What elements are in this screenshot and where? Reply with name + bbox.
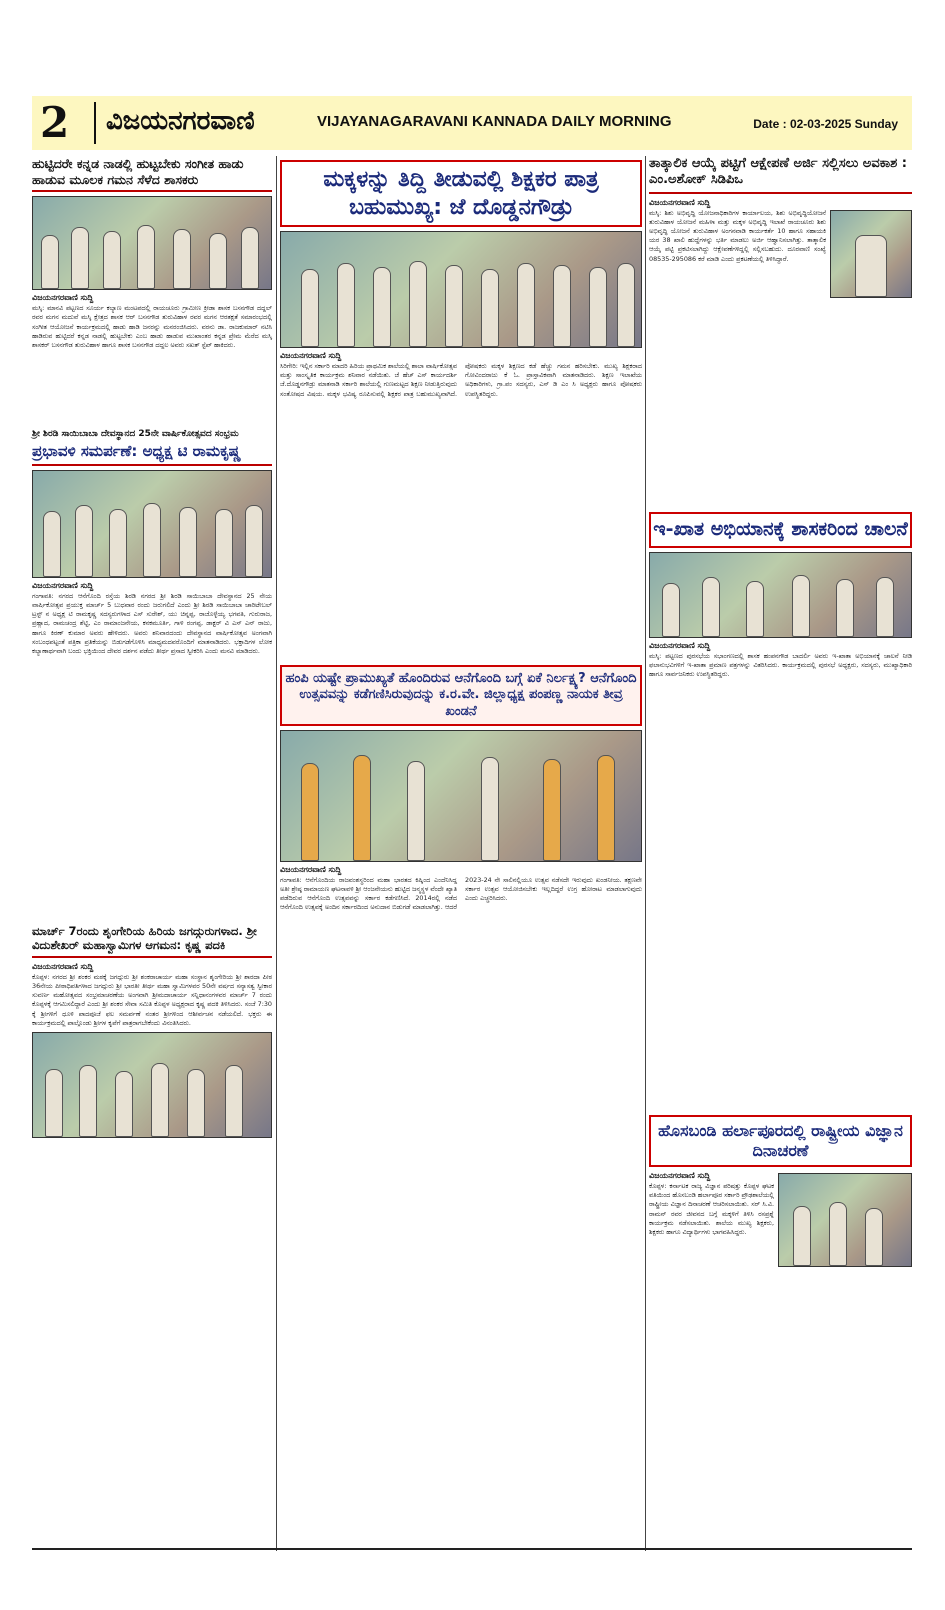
article-photo [649, 552, 912, 638]
article-body: ಕೊಪ್ಪಳ: ಕರ್ನಾಟಕ ರಾಜ್ಯ ವಿಜ್ಞಾನ ಪರಿಷತ್ತು ಕೊಪ್ಪಳ ಘಟಕ ವತಿಯಿಂದ ಹೊಸಬಂಡಿ ಹರ್ಲಾಪೂರ ಸರ್ಕಾರಿ ಪ್ರೌಢಶಾಲೆಯಲ್ಲಿ ರಾಷ್ಟ್ರೀಯ ವಿಜ್ಞಾನ ದಿನಾಚರಣೆ ಆಚರಿಸಲಾಯಿತು. ಸರ್ ಸಿ.ವಿ. ರಾಮನ್ ರವರ ಜೀವನದ ಬಗ್ಗೆ ಮಕ್ಕಳಿಗೆ ತಿಳಿಸಿ ರಸಪ್ರಶ್ನೆ ಕಾರ್ಯಕ್ರಮ ನಡೆಸಲಾಯಿತು. ಶಾಲೆಯ ಮುಖ್ಯ ಶಿಕ್ಷಕರು, ಶಿಕ್ಷಕರು ಹಾಗೂ ವಿದ್ಯಾರ್ಥಿಗಳು ಭಾಗವಹಿಸಿದ್ದರು. [649, 1182, 774, 1237]
article-photo [32, 1032, 272, 1138]
article-byline: ವಿಜಯನಗರವಾಣಿ ಸುದ್ದಿ [649, 640, 711, 650]
article [32, 156, 272, 354]
masthead-divider [94, 102, 96, 144]
article [280, 661, 642, 917]
newspaper-page [32, 96, 912, 1556]
article [649, 508, 912, 683]
article-byline: ವಿಜಯನಗರವಾಣಿ ಸುದ್ದಿ [649, 1171, 711, 1180]
masthead-title-kannada: ವಿಜಯನಗರವಾಣಿ [106, 106, 255, 136]
article [649, 156, 912, 300]
article-headline: ಹೊಸಬಂಡಿ ಹರ್ಲಾಪೂರದಲ್ಲಿ ರಾಷ್ಟ್ರೀಯ ವಿಜ್ಞಾನ ದಿನಾಚರಣೆ [649, 1115, 912, 1167]
article [649, 1111, 912, 1269]
article-body: ಗಂಗಾವತಿ: ಆನೆಗೊಂದಿಯ ರಾಜವಂಶಸ್ಥರಿಂದ ಮಹಾ ಭಾರತದ ಕಿಷ್ಕಿಂದ ಎಂದೆನಿಸಿದ್ದ ಅತೀ ಶ್ರೇಷ್ಠ ರಾಮಾಯಣ ಘಟನಾವಳಿ ಶ್ರೀ ಆಂಜನೇಯನು ಹುಟ್ಟಿದ ಜನ್ಮಸ್ಥಳ ವೆಂದೇ ಖ್ಯಾತಿ ಪಡೆದಿರುವ ಆನೆಗೊಂದಿ ಉತ್ಸವವನ್ನು ಸರ್ಕಾರ ಕಡೆಗಣಿಸಿದೆ. 2014ರಲ್ಲಿ ನಡೆದ ಆನೆಗೊಂದಿ ಉತ್ಸವಕ್ಕೆ ಅಂದಿನ ಸರ್ಕಾರದಿಂದ ಅನುದಾನ ಬಿಡುಗಡೆ ಮಾಡಲಾಗಿತ್ತು. ಆದರೆ 2023-24 ನೇ ಸಾಲಿನಲ್ಲಿಯೂ ಉತ್ಸವ ನಡೆಸದೇ ಇರುವುದು ಖಂಡನೀಯ. ತಕ್ಷಣವೇ ಸರ್ಕಾರ ಉತ್ಸವ ಆಯೋಜಿಸಬೇಕು ಇಲ್ಲದಿದ್ದರೆ ಉಗ್ರ ಹೋರಾಟ ಮಾಡಲಾಗುವುದು ಎಂದು ಎಚ್ಚರಿಸಿದರು. [280, 875, 642, 912]
article-headline: ಹಂಪಿ ಯಷ್ಟೇ ಪ್ರಾಮುಖ್ಯತೆ ಹೊಂದಿರುವ ಆನೆಗೊಂದಿ ಬಗ್ಗೆ ಏಕೆ ನಿರ್ಲಕ್ಷ್ಯ? ಆನೆಗೊಂದಿ ಉತ್ಸವವನ್ನು ಕಡೆಗಣಿಸಿರುವುದನ್ನು ಕ.ರ.ವೇ. ಜಿಲ್ಲಾಧ್ಯಕ್ಷ ಪಂಪಣ್ಣ ನಾಯಕ ತೀವ್ರ ಖಂಡನೆ [280, 665, 642, 726]
article-body: ಸಿರಿಗೇರಿ: ಇಲ್ಲಿನ ಸರ್ಕಾರಿ ಮಾದರಿ ಹಿರಿಯ ಪ್ರಾಥಮಿಕ ಶಾಲೆಯಲ್ಲಿ ಶಾಲಾ ವಾರ್ಷಿಕೋತ್ಸವ ಮತ್ತು ಸಾಂಸ್ಕೃತಿಕ ಕಾರ್ಯಕ್ರಮ ಶನಿವಾರ ನಡೆಯಿತು. ಜೆ ಹೆಚ್ ಎಸ್ ಕಾರ್ಯದರ್ಶಿ ಜೆ.ದೊಡ್ಡನಗೌಡ್ರು ಮಾತನಾಡಿ ಸರ್ಕಾರಿ ಶಾಲೆಯಲ್ಲಿ ಗುಣಮಟ್ಟದ ಶಿಕ್ಷಣ ನೀಡುತ್ತಿರುವುದು ಸಂತೋಷದ ವಿಷಯ. ಮಕ್ಕಳ ಭವಿಷ್ಯ ರೂಪಿಸುವಲ್ಲಿ ಶಿಕ್ಷಕರ ಪಾತ್ರ ಬಹುಮುಖ್ಯವಾಗಿದೆ. ಪೋಷಕರು ಮಕ್ಕಳ ಶಿಕ್ಷಣದ ಕಡೆ ಹೆಚ್ಚು ಗಮನ ಹರಿಸಬೇಕು. ಮುಖ್ಯ ಶಿಕ್ಷಕರಾದ ಗೋವಿಂದರಾಜು ಕೆ ಓ. ಪ್ರಾಸ್ತಾವಿಕವಾಗಿ ಮಾತನಾಡಿದರು. ಶಿಕ್ಷಣ ಇಲಾಖೆಯ ಅಧಿಕಾರಿಗಳು, ಗ್ರಾ.ಪಂ ಸದಸ್ಯರು, ಎಸ್ ಡಿ ಎಂ ಸಿ ಅಧ್ಯಕ್ಷರು ಹಾಗೂ ಪೋಷಕರು ಉಪಸ್ಥಿತರಿದ್ದರು. [280, 362, 642, 398]
article-body: ಮಸ್ಕಿ: ಶಿಶು ಅಭಿವೃದ್ಧಿ ಯೋಜನಾಧಿಕಾರಿಗಳ ಕಾರ್ಯಾಲಯ, ಶಿಶು ಅಭಿವೃದ್ಧಿಯೋಜನೆ ತುರುವಿಹಾಳ ಯೋಜನೆ ಮಹಿಳಾ ಮತ್ತು ಮಕ್ಕಳ ಅಭಿವೃದ್ಧಿ ಇಲಾಖೆ ರಾಯಚೂರು ಶಿಶು ಅಭಿವೃದ್ಧಿ ಯೋಜನೆ ತುರುವಿಹಾಳ ಅಂಗನವಾಡಿ ಕಾರ್ಯಕರ್ತೆ 10 ಹಾಗೂ ಸಹಾಯಕಿ ಯರ 38 ಖಾಲಿ ಹುದ್ದೆಗಳನ್ನು ಭರ್ತಿ ಮಾಡಲು ಅರ್ಜಿ ಆಹ್ವಾನಿಸಲಾಗಿತ್ತು. ತಾತ್ಕಾಲಿಕ ಆಯ್ಕೆ ಪಟ್ಟಿ ಪ್ರಕಟಿಸಲಾಗಿದ್ದು ಆಕ್ಷೇಪಣೆಗಳಿದ್ದಲ್ಲಿ ಸಲ್ಲಿಸಬಹುದು. ದೂರವಾಣಿ ಸಂಖ್ಯೆ 08535-295086 ಕರೆ ಮಾಡಿ ಎಂದು ಪ್ರಕಟಣೆಯಲ್ಲಿ ತಿಳಿಸಿದ್ದಾರೆ. [649, 208, 826, 263]
article-byline: ವಿಜಯನಗರವಾಣಿ ಸುದ್ದಿ [32, 961, 94, 971]
portrait-photo [830, 210, 912, 298]
article-body: ಮಸ್ಕಿ: ಪಟ್ಟಣದ ಪುರಸಭೆಯ ಸಭಾಂಗಣದಲ್ಲಿ ಶಾಸಕ ಹಂಪನಗೌಡ ಬಾದರ್ಲಿ ಅವರು ಇ-ಖಾತಾ ಅಭಿಯಾನಕ್ಕೆ ಚಾಲನೆ ನೀಡಿ ಫಲಾನುಭವಿಗಳಿಗೆ ಇ-ಖಾತಾ ಪ್ರಮಾಣ ಪತ್ರಗಳನ್ನು ವಿತರಿಸಿದರು. ಕಾರ್ಯಕ್ರಮದಲ್ಲಿ ಪುರಸಭೆ ಅಧ್ಯಕ್ಷರು, ಸದಸ್ಯರು, ಮುಖ್ಯಾಧಿಕಾರಿ ಹಾಗೂ ಸಾರ್ವಜನಿಕರು ಉಪಸ್ಥಿತರಿದ್ದರು. [649, 651, 912, 679]
article-byline: ವಿಜಯನಗರವಾಣಿ ಸುದ್ದಿ [649, 197, 711, 207]
article [280, 156, 642, 403]
masthead-date: Date : 02-03-2025 Sunday [753, 117, 898, 131]
article-headline: ತಾತ್ಕಾಲಿಕ ಆಯ್ಕೆ ಪಟ್ಟಿಗೆ ಆಕ್ಷೇಪಣೆ ಅರ್ಜಿ ಸಲ್ಲಿಸಲು ಅವಕಾಶ : ಎಂ.ಅಶೋಕ್ ಸಿಡಿಪಿಒ [649, 156, 912, 194]
article-headline: ಹುಟ್ಟಿದರೇ ಕನ್ನಡ ನಾಡಲ್ಲಿ ಹುಟ್ಟಬೇಕು ಸಂಗೀತ ಹಾಡು ಹಾಡುವ ಮೂಲಕ ಗಮನ ಸೆಳೆದ ಶಾಸಕರು [32, 156, 272, 192]
article-byline: ವಿಜಯನಗರವಾಣಿ ಸುದ್ದಿ [280, 864, 342, 874]
article [32, 426, 272, 660]
article-headline: ಇ-ಖಾತ ಅಭಿಯಾನಕ್ಕೆ ಶಾಸಕರಿಂದ ಚಾಲನೆ [649, 512, 912, 548]
article-kicker: ಶ್ರೀ ಶಿರಡಿ ಸಾಯಿಬಾಬಾ ದೇವಸ್ಥಾನದ 25ನೇ ವಾರ್ಷಿಕೋತ್ಸವದ ಸಂಭ್ರಮ [32, 429, 239, 439]
article-photo [778, 1173, 912, 1267]
page-number: 2 [40, 98, 70, 147]
article-headline: ಮಕ್ಕಳನ್ನು ತಿದ್ದಿ ತೀಡುವಲ್ಲಿ ಶಿಕ್ಷಕರ ಪಾತ್ರ ಬಹುಮುಖ್ಯ: ಜೆ ದೊಡ್ಡನಗೌಡ್ರು [280, 160, 642, 227]
article-byline: ವಿಜಯನಗರವಾಣಿ ಸುದ್ದಿ [32, 293, 94, 303]
article-body: ಗಂಗಾವತಿ: ನಗರದ ಆನೆಗೊಂದಿ ರಸ್ತೆಯ ಶಿರಡಿ ನಗರದ ಶ್ರೀ ಶಿರಡಿ ಸಾಯಿಬಾಬಾ ದೇವಸ್ಥಾನದ 25 ನೇಯ ವಾರ್ಷಿಕೋತ್ಸವ ಪ್ರಯುಕ್ತ ಮಾರ್ಚ್ 5 ಬುಧವಾರ ರಂದು ಜರುಗಲಿದೆ ಎಂದು ಶ್ರೀ ಶಿರಡಿ ಸಾಯಿಬಾಬಾ ಚಾರಿಟೇಬಲ್ ಟ್ರಸ್ಟ್ ನ ಅಧ್ಯಕ್ಷ ಟಿ ರಾಮಕೃಷ್ಣ ಸದಸ್ಯರುಗಳಾದ ಎಸ್ ಸುರೇಶ್, ಯು ಚಿನ್ನಪ್ಪ, ರಾಜೊಳ್ಳೆಯ್ಯ ಭಗವತಿ, ಗುರುರಾಜ, ಪ್ರಹ್ಲಾದ, ರಾಮಚಂದ್ರ ಶೆಟ್ಟಿ, ಎಂ ರಾಮಾಂಜನೇಯ, ಕನಕಮೂರ್ತಿ, ಗಾಳಿ ರಂಗಪ್ಪ, ಡಾಕ್ಟರ್ ವಿ ಎಸ್ ಎನ್ ರಾಜು, ಹಾಗೂ ಕಿರಣ್ ಕುಮಾರ ಅವರು ಹೇಳಿದರು. ಅವರು ಶನಿವಾರದಂದು ದೇವಸ್ಥಾನದ ವಾರ್ಷಿಕೋತ್ಸವ ಅಂಗವಾಗಿ ಸಂಬಂಧಪಟ್ಟಂತೆ ಪತ್ರಿಕಾ ಪ್ರತಿಕೆಯನ್ನು ಬಿಡುಗಡೆಗೊಳಿಸಿ ಮಾಧ್ಯಮದವರೊಂದಿಗೆ ಮಾತನಾಡಿದರು. ಭಕ್ತಾದಿಗಳ ಲೋಕ ಕಲ್ಯಾಣಾರ್ಥವಾಗಿ ಬಂದು ಭಕ್ತಿಯಿಂದ ದೇವರ ದರ್ಶನ ಪಡೆದು ತೀರ್ಥ ಪ್ರಸಾದ ಸ್ವೀಕರಿಸಿ ಎಂದು ಮನವಿ ಮಾಡಿದರು. [32, 591, 272, 655]
column-rule [645, 156, 646, 1551]
article-photo [280, 231, 642, 348]
article [32, 924, 272, 1141]
article-byline: ವಿಜಯನಗರವಾಣಿ ಸುದ್ದಿ [280, 351, 342, 360]
masthead [32, 96, 912, 150]
article-headline: ಮಾರ್ಚ್ 7ರಂದು ಶೃಂಗೇರಿಯ ಹಿರಿಯ ಜಗದ್ಗುರುಗಳಾದ. ಶ್ರೀ ವಿದುಶೇಖರ್ ಮಹಾಸ್ವಾಮಿಗಳ ಆಗಮನ: ಕೃಷ್ಣ ಪದಕಿ [32, 924, 272, 958]
article-body: ಮಸ್ಕಿ: ಮಾನವಿ ಪಟ್ಟಣದ ಸೂರ್ಯ ಕಲ್ಯಾಣ ಮಂಟಪದಲ್ಲಿ ರಾಯಚೂರು ಗ್ರಾಮೀಣ ಕ್ರೀಡಾ ಶಾಸಕ ಬಸನಗೌಡ ದದ್ದಲ್ ರವರ ಮಗನ ಮದುವೆ ಮಸ್ಕಿ ಕ್ಷೇತ್ರದ ಶಾಸಕ ಆರ್ ಬಸನಗೌಡ ತುರುವಿಹಾಳ ರವರ ಮಗನ ಆರತಕ್ಷತೆ ಸಮಾರಂಭದಲ್ಲಿ ಸಂಗೀತ ಆಯೋಜನೆ ಕಾರ್ಯಕ್ರಮದಲ್ಲಿ ಹಾಡು ಹಾಡಿ ಜನರನ್ನು ಮನರಂಜಿಸಿದರು. ವರನು ಡಾ. ರಾಜಕುಮಾರ್ ನಟಿಸಿ ಹಾಡಿರುವ ಹುಟ್ಟಿದರೆ ಕನ್ನಡ ನಾಡಲ್ಲಿ ಹುಟ್ಟಬೇಕು ಎಂಬ ಹಾಡು ಹಾಡುವ ಮುಖಾಂತರ ಕನ್ನಡ ಪ್ರೇಮ ಮೆರೆದ ಮಸ್ಕಿ ಶಾಸಕರ್ ಬಸನಗೌಡ ತುರುವಿಹಾಳ ಹಾಗೂ ಶಾಸಕ ಬಸನಗೌಡ ದದ್ದಲ ಅವರು ಸಖತ್ ಸ್ಟೆಪ್ ಹಾಕಿದರು. [32, 304, 272, 350]
article-body: ಕೊಪ್ಪಳ: ನಗರದ ಶ್ರೀ ಶಂಕರ ಮಠಕ್ಕೆ ಜಗದ್ಗುರು ಶ್ರೀ ಶಂಕರಾಚಾರ್ಯ ಮಹಾ ಸಂಸ್ಥಾನ ಶೃಂಗೇರಿಯ ಶ್ರೀ ಶಾರದಾ ಪೀಠ 36ನೇಯ ಪೀಠಾಧಿಪತಿಗಳಾದ ಜಗದ್ಗುರು ಶ್ರೀ ಭಾರತೀ ತೀರ್ಥ ಮಹಾ ಸ್ವಾಮಿಗಳವರ 50ನೇ ವರ್ಷದ ಸನ್ಯಾಸತ್ವ ಸ್ವೀಕಾರ ಸುವರ್ಣ ಮಹೋತ್ಸವದ ಸಂಭ್ರಮಾಚರಣೆಯ ಅಂಗವಾಗಿ ಶ್ರೀಮದಾಚಾರ್ಯ ಸನ್ನಿಧಾನಂಗಳವರ ಮಾರ್ಚ್ 7 ರಂದು ಕೊಪ್ಪಳಕ್ಕೆ ಆಗಮಿಸಲಿದ್ದಾರೆ ಎಂದು ಶ್ರೀ ಶಂಕರ ಸೇವಾ ಸಮಿತಿ ಕೊಪ್ಪಳ ಅಧ್ಯಕ್ಷರಾದ ಕೃಷ್ಣ ಪದಕಿ ತಿಳಿಸಿದರು. ಸಂಜೆ 7:30 ಕ್ಕೆ ಶ್ರೀಗಳಿಗೆ ಧೂಳಿ ಪಾದಪೂಜೆ ಫಲ ಸಮರ್ಪಣೆ ನಂತರ ಶ್ರೀಗಳಿಂದ ಆಶೀರ್ವಚನ ನಡೆಯಲಿದೆ. ಭಕ್ತರು ಈ ಕಾರ್ಯಕ್ರಮದಲ್ಲಿ ಪಾಲ್ಗೊಂಡು ಶ್ರೀಗಳ ಕೃಪೆಗೆ ಪಾತ್ರರಾಗಬೇಕೆಂದು ವಿನಂತಿಸಿದರು. [32, 972, 272, 1027]
article-photo [280, 730, 642, 862]
article-headline: ಪ್ರಭಾವಳಿ ಸಮರ್ಪಣೆ: ಅಧ್ಯಕ್ಷ ಟಿ ರಾಮಕೃಷ್ಣ [32, 442, 272, 466]
column-rule [276, 156, 277, 1551]
article-photo [32, 470, 272, 578]
page-bottom-rule [32, 1548, 912, 1550]
masthead-title-english: VIJAYANAGARAVANI KANNADA DAILY MORNING [317, 113, 672, 130]
article-photo [32, 196, 272, 290]
article-byline: ವಿಜಯನಗರವಾಣಿ ಸುದ್ದಿ [32, 580, 94, 590]
